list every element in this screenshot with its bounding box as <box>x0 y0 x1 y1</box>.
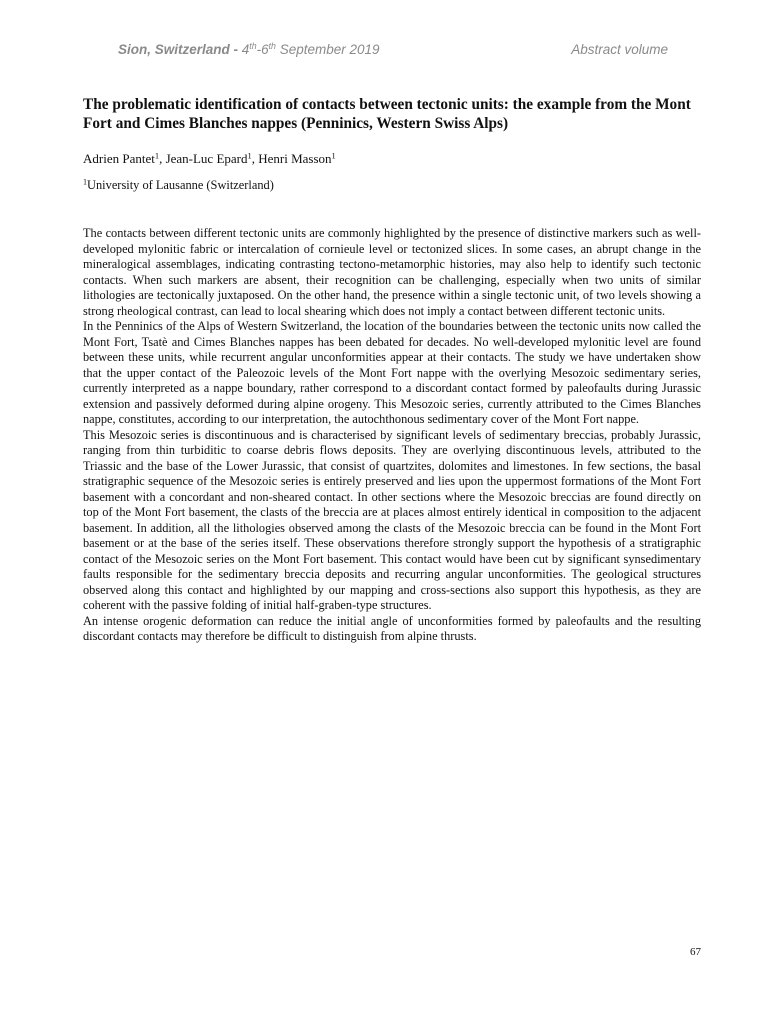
conference-place: Sion, Switzerland - <box>118 42 239 57</box>
article-title: The problematic identification of contacts between tectonic units: the example from the Mont Fort and Cimes Blanches nappes (Penninics, Western Swiss Alps) <box>83 96 691 132</box>
author: Jean-Luc Epard$^1$, <box>165 150 259 166</box>
volume-label: Abstract volume <box>571 42 668 57</box>
abstract-paragraph: An intense orogenic deformation can reduce the initial angle of unconformities formed by paleofaults and the resulting discordant contacts may therefore be difficult to distinguish from alpine thrusts. <box>83 613 701 643</box>
abstract-paragraph: In the Penninics of the Alps of Western Switzerland, the location of the boundaries between the tectonic units now called the Mont Fort, Tsatè and Cimes Blanches nappes has been debated for decades. No well-developed mylonitic level are found between these units, while recurrent angular unconformities appear at their contacts. The study we have undertaken show that the upper contact of the Paleozoic levels of the Mont Fort nappe with the overlying Mesozoic sedimentary series, currently interpreted as a nappe boundary, rather correspond to a discordant contact formed by paleofaults during Jurassic extension and passively deformed during alpine orogeny. This Mesozoic series, currently attributed to the Cimes Blanches nappe, constitutes, according to our interpretation, the autochthonous sedimentary cover of the Mont Fort nappe. <box>83 319 701 426</box>
affiliation: $^1$University of Lausanne (Switzerland) <box>83 177 274 192</box>
conference-date: 4th-6th September 2019 <box>241 41 380 57</box>
author: Adrien Pantet$^1$, <box>83 150 166 166</box>
conference-place-date <box>118 42 380 57</box>
page-number: 67 <box>690 946 701 958</box>
abstract-paragraph: The contacts between different tectonic units are commonly highlighted by the presence of distinctive markers such as well-developed mylonitic fabric or intercalation of cornieule level or tectonized slices. In some cases, an abrupt change in the mineralogical assemblages, indicating contrasting tectono-metamorphic histories, may also help to identify such tectonic contacts. When such markers are absent, their recognition can be challenging, especially when two units of similar lithologies are tectonically juxtaposed. On the other hand, the presence within a single tectonic unit, of two levels showing a strong rheological contrast, can lead to local shearing which does not imply a contact between different tectonic units. <box>83 226 701 318</box>
author-list <box>83 151 701 167</box>
author: Henri Masson$^1$ <box>258 150 336 166</box>
abstract-body <box>83 226 701 645</box>
abstract-paragraph: This Mesozoic series is discontinuous and is characterised by significant levels of sedimentary breccias, probably Jurassic, ranging from thin turbiditic to coarse debris flows deposits. They are overlying discontinuous levels, attributed to the Triassic and the base of the Lower Jurassic, that consist of quartzites, dolomites and limestones. In few sections, the basal stratigraphic sequence of the Mesozoic series is entirely preserved and lies upon the uppermost formations of the Mont Fort basement with a concordant and non-sheared contact. In other sections where the Mesozoic breccias are found directly on top of the Mont Fort basement, the clasts of the breccia are at places almost entirely identical in composition to the adjacent basement. In addition, all the lithologies observed among the clasts of the Mesozoic breccia can be found in the Mont Fort basement or at the base of the series itself. These observations therefore strongly support the hypothesis of a stratigraphic contact of the Mesozoic series on the Mont Fort basement. This contact would have been cut by significant synsedimentary faults responsible for the sedimentary breccia deposits and recurring angular unconformities. The geological structures observed along this contact and highlighted by our mapping and cross-sections also support this hypothesis, as they are coherent with the passive folding of initial half-graben-type structures. <box>83 427 701 612</box>
article <box>83 95 701 645</box>
